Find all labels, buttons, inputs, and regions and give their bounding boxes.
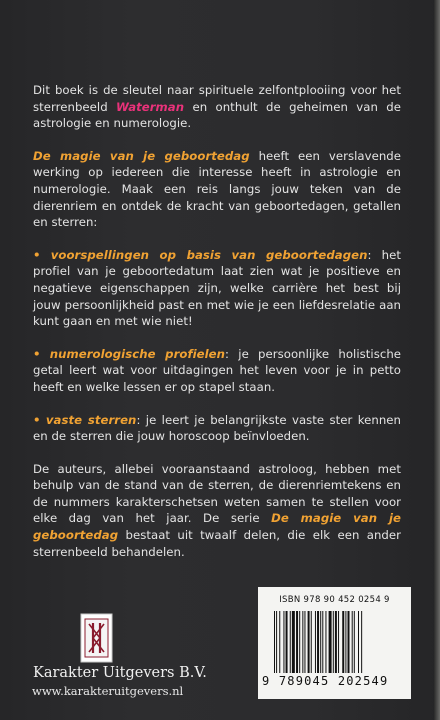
barcode-bar — [342, 611, 344, 673]
barcode-bar — [317, 611, 319, 673]
barcode-bar — [322, 611, 323, 673]
barcode-bar — [302, 611, 303, 673]
barcode-bar — [279, 611, 280, 673]
series-title: De magie van je geboortedag — [33, 148, 250, 163]
blurb-text — [33, 82, 401, 576]
barcode-bar — [352, 611, 353, 673]
bullet-icon: • — [33, 346, 41, 361]
bullet-title: numerologische profielen — [49, 346, 226, 361]
bullet-item: • vaste sterren: je leert je belangrijkste vaste ster kennen en de sterren die jouw horoscoop beïnvloeden. — [33, 412, 402, 444]
closing-paragraph: De auteurs, allebei vooraanstaand astroloog, hebben met behulp van de stand van de sterren, de dierenriemtekens en de nummers karakterschetsen weten samen te stellen voor elke dag van het jaar. De serie De magie van je geboortedag bestaat uit twaalf delen, die elk een ander sterrenbeeld behandelen. — [33, 461, 401, 559]
barcode-bar — [274, 611, 275, 673]
barcode-bar — [320, 611, 321, 673]
barcode-bar — [338, 611, 339, 673]
barcode-label — [258, 587, 411, 699]
zodiac-sign: Waterman — [116, 99, 185, 114]
barcode-bar — [329, 611, 332, 673]
bullet-title: voorspellingen op basis van geboortedagen — [50, 247, 368, 262]
series-title: De magie van je geboortedag — [33, 511, 401, 543]
barcode-bar — [325, 611, 326, 673]
kk-monogram-logo — [80, 613, 113, 663]
barcode-bar — [358, 611, 359, 673]
publisher-website: www.karakteruitgevers.nl — [32, 684, 184, 698]
bullet-item: • voorspellingen op basis van geboortedagen: het profiel van je geboortedatum laat zien wat je positieve en negatieve eigenschappen zijn, welke carrière het best bij jouw persoonlijkheid past en met wie je een liefdesrelatie aan kunt gaan en met wie niet! — [33, 247, 401, 329]
bullet-item: • numerologische profielen: je persoonlijke holistische getal leert wat voor uitdagingen het leven voor je in petto heeft en welke lessen er op stapel staan. — [33, 346, 402, 394]
barcode-bar — [345, 611, 346, 673]
barcode-bar — [290, 611, 291, 673]
barcode-bar — [361, 611, 362, 673]
book-edge — [434, 0, 440, 720]
barcode-bar — [304, 611, 305, 673]
isbn-text: ISBN 978 90 452 0254 9 — [279, 595, 390, 605]
barcode — [274, 611, 396, 673]
barcode-digits: 9 789045 202549 — [262, 674, 389, 688]
publisher-name: Karakter Uitgevers B.V. — [33, 665, 207, 681]
intro-paragraph: Dit boek is de sleutel naar spirituele zelfontplooiing voor het sterrenbeeld Waterman en onthult de geheimen van de astrologie en numerologie. — [33, 83, 401, 131]
barcode-bar — [308, 611, 310, 673]
bullet-title: vaste sterren — [45, 412, 137, 427]
barcode-bar — [333, 611, 334, 673]
barcode-bar — [296, 611, 298, 673]
barcode-bar — [299, 611, 300, 673]
barcode-bar — [276, 611, 277, 673]
series-paragraph: De magie van je geboortedag heeft een verslavende werking op iedereen die interesse heeft in astrologie en numerologie. Maak een reis langs jouw teken van de dierenriem en ontdek de kracht van geboortedagen, getallen en sterren: — [33, 148, 401, 230]
bullet-icon: • — [33, 247, 41, 262]
barcode-bar — [315, 611, 316, 673]
barcode-bar — [311, 611, 312, 673]
barcode-bar — [283, 611, 284, 673]
bullet-icon: • — [33, 412, 41, 427]
barcode-bar — [335, 611, 337, 673]
barcode-bar — [348, 611, 350, 673]
barcode-bar — [292, 611, 295, 673]
barcode-bar — [286, 611, 288, 673]
barcode-bar — [354, 611, 355, 673]
